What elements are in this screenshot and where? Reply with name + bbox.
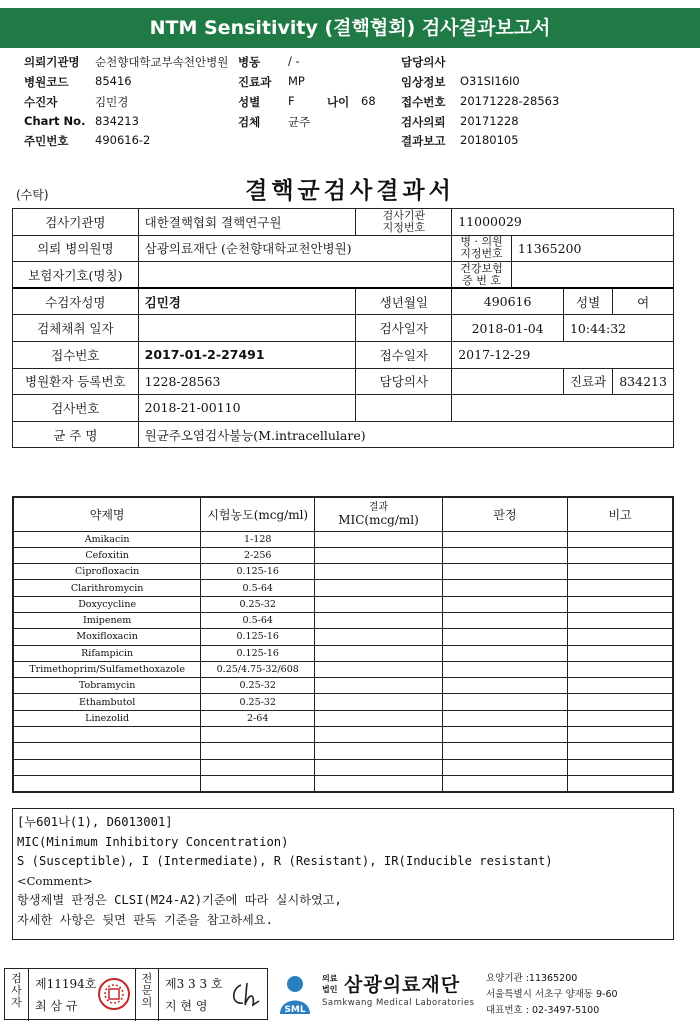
drug-table-body [13,531,673,792]
info-value: 삼광의료재단 (순천향대학교천안병원) [138,235,452,262]
examiner-label: 검사자 [5,969,29,1021]
drug-row [13,629,673,645]
drug-cell-conc: 0.25-32 [201,596,315,612]
svg-text:SML: SML [284,1005,306,1015]
info-label: 보험자기호(명칭) [13,262,139,289]
comment-line: 자세한 사항은 뒷면 판독 기준을 참고하세요. [17,912,273,927]
info-value: 11365200 [511,235,673,262]
value-hospital-code: 85416 [95,74,132,88]
drug-cell-mic [315,547,443,563]
drug-cell-conc: 0.125-16 [201,645,315,661]
drug-row [13,678,673,694]
examiner-name: 최 삼 규 [35,999,78,1013]
specialist-label: 전문의 [135,969,159,1021]
info-empty [356,395,452,422]
drug-cell-conc [201,743,315,759]
drug-cell-conc: 0.125-16 [201,629,315,645]
drug-cell-conc [201,759,315,775]
comment-line: <Comment> [17,873,93,888]
drug-cell-mic [315,743,443,759]
label-institution: 의뢰기관명 [24,55,80,69]
info-label: 균 주 명 [13,421,139,448]
drug-cell-note [568,547,673,563]
report-title: 결핵균검사결과서 [245,177,455,204]
drug-row [13,775,673,791]
info-value: 2018-21-00110 [138,395,356,422]
info-empty [452,395,674,422]
drug-cell-drug [13,743,201,759]
specialist-name: 지 현 영 [165,999,208,1013]
value-specimen: 균주 [288,115,311,129]
drug-cell-judge [442,596,567,612]
drug-cell-drug: Doxycycline [13,596,201,612]
drug-row [13,694,673,710]
comment-line: 항생제별 판정은 CLSI(M24-A2)기준에 따라 실시하였고, [17,893,342,907]
drug-cell-judge [442,564,567,580]
info-value: 1228-28563 [138,368,356,395]
lab-code: 요양기관 :11365200 [486,973,578,984]
drug-cell-conc: 0.5-64 [201,612,315,628]
drug-table [12,496,674,793]
label-request-date: 검사의뢰 [401,115,446,129]
value-resident-no: 490616-2 [95,133,151,147]
drug-row [13,727,673,743]
comment-line: MIC(Minimum Inhibitory Concentration) [17,834,289,849]
info-label: 검사번호 [13,395,139,422]
info-label: 접수일자 [356,341,452,368]
drug-cell-note [568,531,673,547]
drug-cell-drug: Ciprofloxacin [13,564,201,580]
drug-cell-drug: Moxifloxacin [13,629,201,645]
drug-cell-drug: Rifampicin [13,645,201,661]
drug-cell-drug: Clarithromycin [13,580,201,596]
info-value: 10:44:32 [563,315,673,342]
col-note: 비고 [568,497,673,531]
info-label: 병 · 의원 지정번호 [452,235,512,262]
info-label: 담당의사 [356,368,452,395]
info-value [138,315,356,342]
drug-row [13,547,673,563]
drug-cell-judge [442,727,567,743]
info-value [511,262,673,289]
col-mic: 결과 MIC(mcg/ml) [315,497,443,531]
drug-cell-judge [442,645,567,661]
drug-row [13,661,673,677]
signature-icon [227,979,263,1011]
value-department: MP [288,74,305,88]
drug-cell-conc: 2-64 [201,710,315,726]
drug-row [13,645,673,661]
drug-cell-note [568,564,673,580]
drug-cell-conc: 1-128 [201,531,315,547]
info-label: 진료과 [563,368,612,395]
drug-cell-drug: Tobramycin [13,678,201,694]
drug-cell-note [568,612,673,628]
drug-cell-conc: 0.25-32 [201,694,315,710]
drug-cell-judge [442,580,567,596]
drug-cell-judge [442,775,567,791]
info-label: 수검자성명 [13,288,139,315]
drug-cell-judge [442,547,567,563]
drug-cell-judge [442,661,567,677]
drug-cell-judge [442,629,567,645]
label-ward: 병동 [238,55,261,69]
drug-cell-drug: Amikacin [13,531,201,547]
info-value: 여 [613,288,674,315]
info-label: 검사기관 지정번호 [356,209,452,236]
col-drug: 약제명 [13,497,201,531]
value-report-date: 20180105 [460,133,519,147]
patient-header [0,52,700,152]
report-tag: (수탁) [16,188,49,202]
value-ward: / - [288,54,300,68]
drug-row [13,710,673,726]
drug-cell-conc: 2-256 [201,547,315,563]
comment-box [12,808,674,940]
drug-cell-judge [442,531,567,547]
value-clinical-info: O31SI16I0 [460,74,520,88]
sml-logo-icon [272,968,318,1020]
drug-cell-judge [442,759,567,775]
drug-row [13,612,673,628]
seal-icon [97,977,131,1011]
drug-row [13,564,673,580]
info-label: 건강보험 증 번 호 [452,262,512,289]
drug-cell-judge [442,694,567,710]
info-value: 2017-01-2-27491 [138,341,356,368]
drug-cell-judge [442,710,567,726]
drug-cell-conc: 0.25-32 [201,678,315,694]
drug-cell-mic [315,645,443,661]
info-label: 의뢰 병의원명 [13,235,139,262]
label-age: 나이 [327,95,350,109]
label-specimen: 검체 [238,115,261,129]
drug-cell-mic [315,661,443,677]
value-institution: 순천향대학교부속천안병원 [95,55,229,69]
drug-cell-drug: Trimethoprim/Sulfamethoxazole [13,661,201,677]
drug-cell-mic [315,580,443,596]
value-sex: F [288,94,295,108]
drug-cell-note [568,759,673,775]
info-value: 11000029 [452,209,674,236]
drug-cell-note [568,629,673,645]
drug-cell-mic [315,596,443,612]
report-banner: NTM Sensitivity (결핵협회) 검사결과보고서 [0,8,700,48]
drug-cell-mic [315,564,443,580]
drug-cell-mic [315,531,443,547]
logo-name: 삼광의료재단 [344,974,461,996]
info-value: 원균주오염검사불능(M.intracellulare) [138,421,673,448]
info-value: 2018-01-04 [452,315,564,342]
info-value: 834213 [613,368,674,395]
footer [4,968,696,1024]
drug-cell-mic [315,759,443,775]
drug-cell-judge [442,743,567,759]
drug-row [13,596,673,612]
label-doctor: 담당의사 [401,55,446,69]
drug-row [13,531,673,547]
lab-logo [272,968,692,1020]
info-table [12,208,674,448]
logo-english: Samkwang Medical Laboratories [322,998,475,1008]
info-label: 검체채취 일자 [13,315,139,342]
info-value: 490616 [452,288,564,315]
drug-cell-conc [201,727,315,743]
drug-cell-mic [315,727,443,743]
drug-cell-note [568,710,673,726]
drug-cell-mic [315,612,443,628]
drug-cell-note [568,678,673,694]
drug-cell-note [568,645,673,661]
drug-cell-note [568,661,673,677]
drug-cell-mic [315,629,443,645]
label-department: 진료과 [238,75,272,89]
info-label: 생년월일 [356,288,452,315]
drug-cell-drug [13,759,201,775]
info-value: 김민경 [138,288,356,315]
value-patient: 김민경 [95,95,129,109]
logo-prefix: 의료 법인 [322,974,338,994]
value-request-date: 20171228 [460,114,519,128]
comment-line: S (Susceptible), I (Intermediate), R (Resistant), IR(Inducible resistant) [17,854,553,868]
drug-cell-conc: 0.25/4.75-32/608 [201,661,315,677]
label-sex: 성별 [238,95,261,109]
label-report-date: 결과보고 [401,134,446,148]
lab-phone: 대표번호 : 02-3497-5100 [486,1005,600,1016]
drug-cell-conc [201,775,315,791]
drug-cell-note [568,775,673,791]
drug-cell-drug [13,727,201,743]
drug-cell-mic [315,775,443,791]
drug-row [13,580,673,596]
specialist-no: 제3 3 3 호 [165,977,223,991]
drug-cell-drug: Cefoxitin [13,547,201,563]
drug-cell-mic [315,694,443,710]
drug-cell-note [568,694,673,710]
drug-cell-conc: 0.5-64 [201,580,315,596]
label-chart-no: Chart No. [24,114,86,128]
drug-cell-mic [315,678,443,694]
drug-cell-note [568,743,673,759]
signature-box [4,968,268,1020]
drug-cell-note [568,727,673,743]
info-label: 검사일자 [356,315,452,342]
drug-cell-conc: 0.125-16 [201,564,315,580]
info-label: 성별 [563,288,612,315]
label-patient: 수진자 [24,95,58,109]
label-receipt-no: 접수번호 [401,95,446,109]
info-value: 2017-12-29 [452,341,674,368]
lab-address: 서울특별시 서초구 양재동 9-60 [486,989,618,1000]
info-label: 검사기관명 [13,209,139,236]
info-label: 병원환자 등록번호 [13,368,139,395]
info-value [452,368,564,395]
col-conc: 시험농도(mcg/ml) [201,497,315,531]
label-resident-no: 주민번호 [24,134,69,148]
info-value [138,262,452,289]
drug-cell-note [568,580,673,596]
label-clinical-info: 임상정보 [401,75,446,89]
value-age: 68 [361,94,376,108]
drug-row [13,743,673,759]
drug-cell-drug [13,775,201,791]
drug-row [13,759,673,775]
info-label: 접수번호 [13,341,139,368]
comment-line: [누601나(1), D6013001] [17,815,173,829]
drug-cell-judge [442,678,567,694]
info-value: 대한결핵협회 결핵연구원 [138,209,356,236]
examiner-no: 제11194호 [35,977,97,991]
col-judge: 판정 [442,497,567,531]
drug-cell-note [568,596,673,612]
drug-cell-judge [442,612,567,628]
drug-cell-drug: Imipenem [13,612,201,628]
drug-cell-mic [315,710,443,726]
value-chart-no: 834213 [95,114,139,128]
label-hospital-code: 병원코드 [24,75,69,89]
drug-cell-drug: Linezolid [13,710,201,726]
drug-cell-drug: Ethambutol [13,694,201,710]
value-receipt-no: 20171228-28563 [460,94,560,108]
